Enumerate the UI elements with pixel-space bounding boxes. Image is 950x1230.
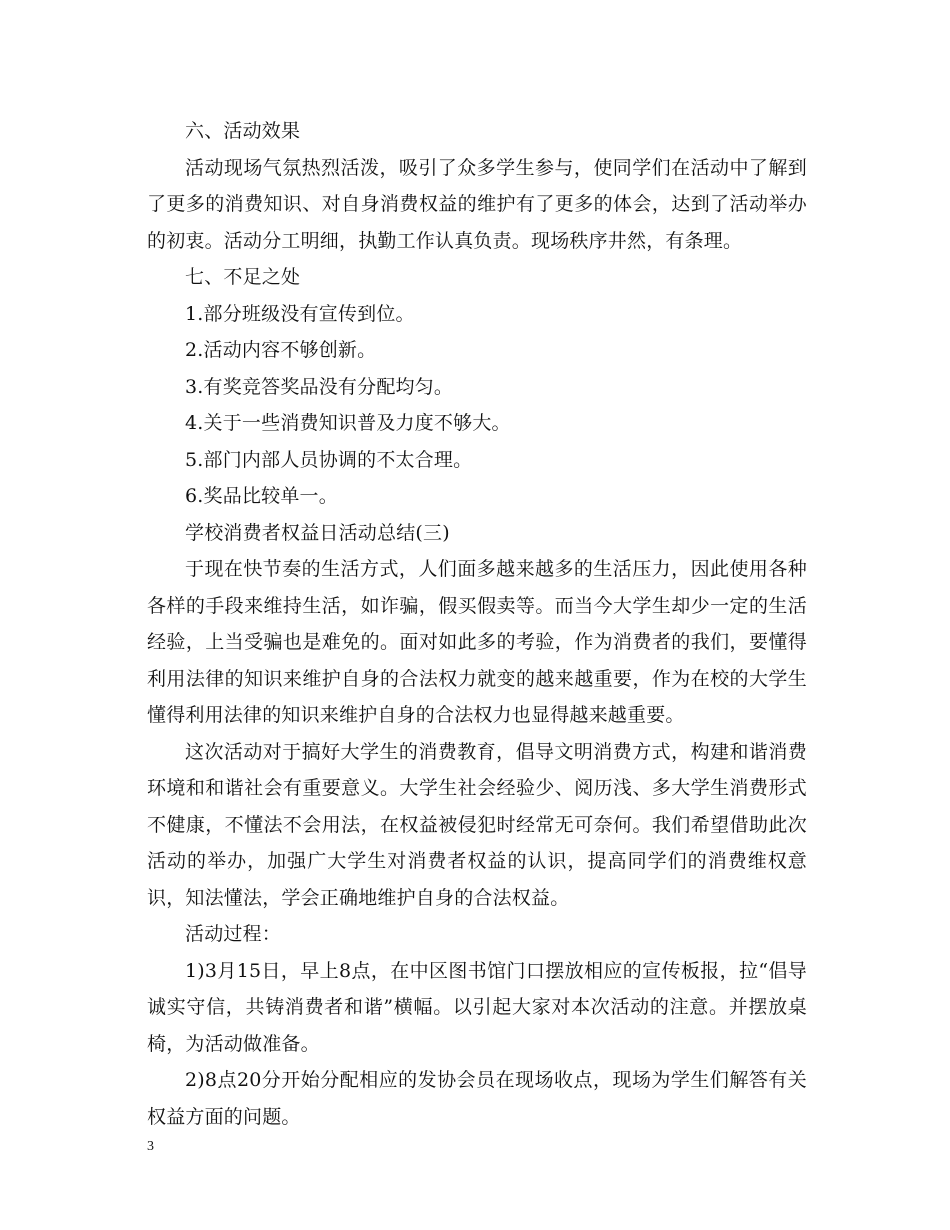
shortcoming-item: 5.部门内部人员协调的不太合理。 — [185, 448, 473, 471]
body-paragraph: 于现在快节奏的生活方式，人们面多越来越多的生活压力，因此使用各种各样的手段来维持生活，如诈骗，假买假卖等。而当今大学生却少一定的生活经验，上当受骗也是难免的。面对如此多的考验，作为消费者的我们，要懂得利用法律的知识来维护自身的合法权力就变的越来越重要，作为在校的大学生懂得利用法律的知识来维护自身的合法权力也显得越来越重要。 — [147, 558, 807, 726]
shortcoming-item: 6.奖品比较单一。 — [185, 485, 338, 507]
effect-paragraph: 活动现场气氛热烈活泼，吸引了众多学生参与，使同学们在活动中了解到了更多的消费知识、对自身消费权益的维护有了更多的体会，达到了活动举办的初衷。活动分工明细，执勤工作认真负责。现场秩序井然，有条理。 — [147, 156, 807, 252]
section-heading-process: 活动过程： — [185, 923, 282, 945]
document-body — [147, 113, 807, 1135]
section-title-summary-three: 学校消费者权益日活动总结(三) — [185, 521, 450, 544]
shortcoming-item: 2.活动内容不够创新。 — [185, 339, 377, 361]
shortcoming-item: 4.关于一些消费知识普及力度不够大。 — [185, 412, 511, 434]
shortcoming-item: 1.部分班级没有宣传到位。 — [185, 302, 415, 325]
process-step: 1)3月15日，早上8点，在中区图书馆门口摆放相应的宣传板报，拉“倡导诚实守信，共铸消费者和谐”横幅。以引起大家对本次活动的注意。并摆放桌椅，为活动做准备。 — [147, 959, 807, 1055]
section-heading-shortcomings: 七、不足之处 — [185, 266, 301, 288]
shortcoming-item: 3.有奖竞答奖品没有分配均匀。 — [185, 375, 454, 398]
body-paragraph: 这次活动对于搞好大学生的消费教育，倡导文明消费方式，构建和谐消费环境和和谐社会有重要意义。大学生社会经验少、阅历浅、多大学生消费形式不健康，不懂法不会用法，在权益被侵犯时经常无可奈何。我们希望借助此次活动的举办，加强广大学生对消费者权益的认识，提高同学们的消费维权意识，知法懂法，学会正确地维护自身的合法权益。 — [147, 740, 807, 909]
process-step: 2)8点20分开始分配相应的发协会员在现场收点，现场为学生们解答有关权益方面的问题。 — [147, 1069, 807, 1128]
section-heading-effect: 六、活动效果 — [185, 120, 301, 142]
page-number: 3 — [147, 1139, 154, 1154]
